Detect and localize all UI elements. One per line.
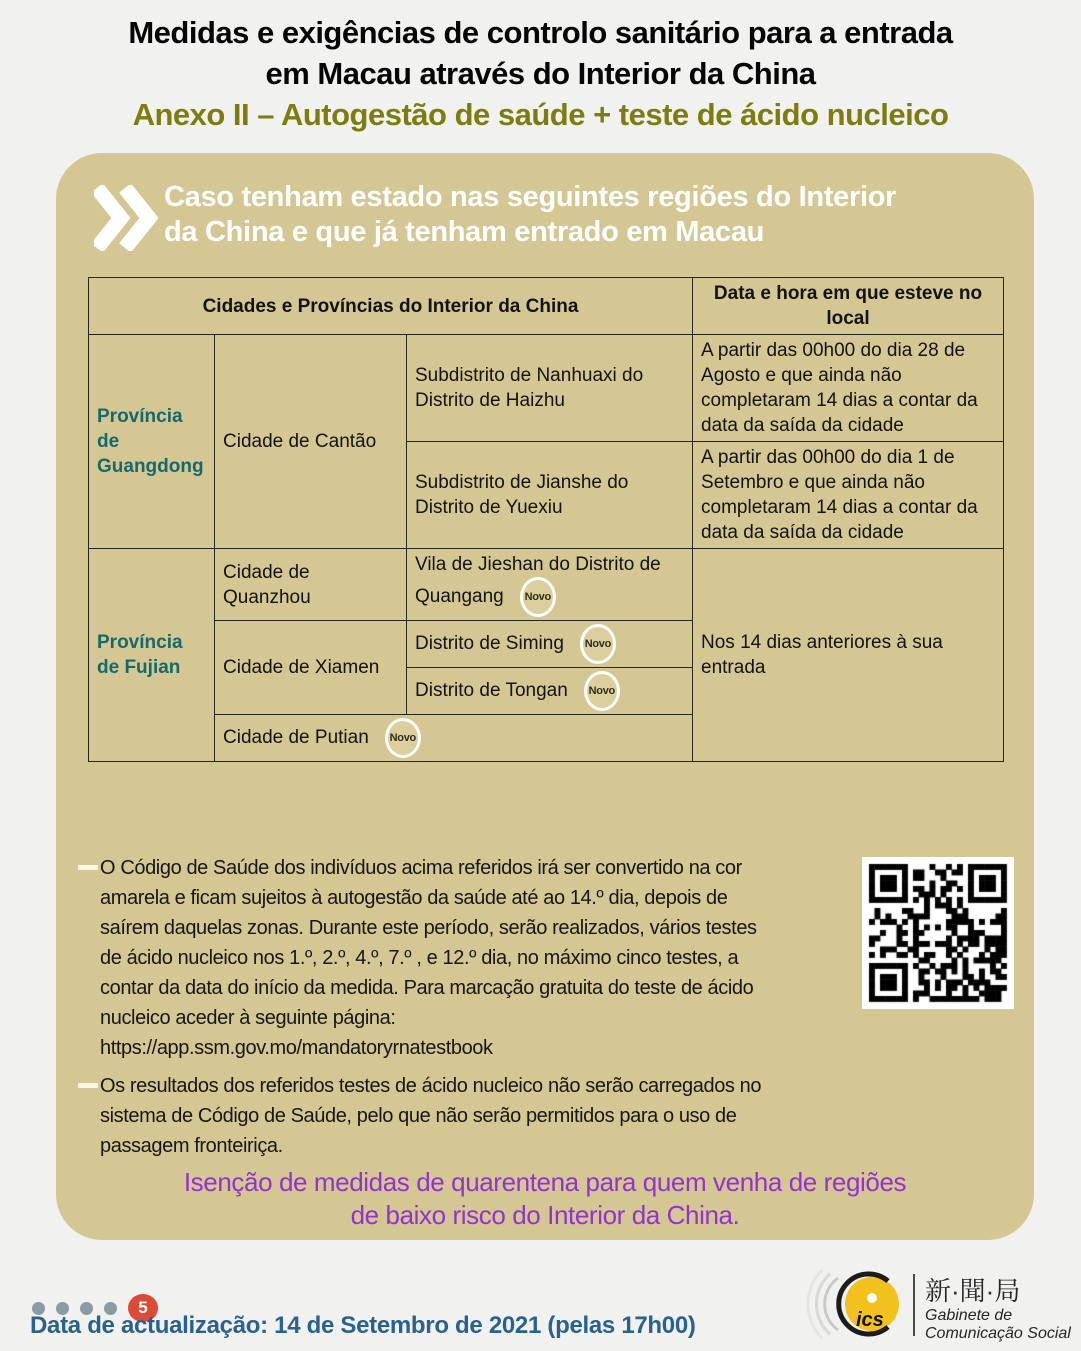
qr-code: [862, 857, 1014, 1009]
cell-date-fujian: Nos 14 dias anteriores à sua entrada: [693, 549, 1004, 762]
page-title-line2: em Macau através do Interior da China: [265, 56, 816, 91]
double-chevron-icon: [94, 185, 158, 251]
exemption-line2: de baixo risco do Interior da China.: [350, 1200, 740, 1230]
cell-area-nanhuaxi: Subdistrito de Nanhuaxi do Distrito de Haizhu: [407, 335, 693, 442]
cell-area-quangang: [407, 549, 693, 621]
putian-city-label: Cidade de Putian: [223, 727, 369, 749]
table-row: [89, 335, 1004, 442]
notes-section: [78, 853, 888, 1161]
page-number-badge: 5: [128, 1294, 158, 1322]
qr-code-canvas: [862, 857, 1014, 1009]
logo-chinese-text: 新·聞·局: [925, 1276, 1021, 1306]
note-line: saírem daquelas zonas. Durante este período, serão realizados, vários testes: [100, 917, 757, 939]
gcs-emblem-icon: [839, 1274, 899, 1334]
banner-line2: da China e que já tenham entrado em Macau: [164, 216, 765, 248]
svg-text:ics: ics: [856, 1309, 884, 1331]
cell-area-tongan: [407, 668, 693, 715]
header-cities-provinces: Cidades e Províncias do Interior da China: [89, 278, 693, 335]
cell-province-guangdong: Província de Guangdong: [89, 335, 215, 549]
new-badge: Novo: [580, 624, 616, 664]
note-line: passagem fronteiriça.: [100, 1135, 283, 1157]
note-line: de ácido nucleico nos 1.º, 2.º, 4.º, 7.º , e 12.º dia, no máximo cinco testes, a: [100, 947, 739, 969]
note-line: amarela e ficam sujeitos à autogestão da saúde até ao 14.º dia, depois de: [100, 887, 728, 909]
gcs-logo: [792, 1264, 1077, 1348]
cell-city-xiamen: Cidade de Xiamen: [215, 621, 407, 715]
note-line: O Código de Saúde dos indivíduos acima referidos irá ser convertido na cor: [100, 857, 742, 879]
logo-org-line1: Gabinete de: [925, 1307, 1013, 1324]
cell-area-jianshe: Subdistrito de Jianshe do Distrito de Yuexiu: [407, 442, 693, 549]
exemption-note: [56, 1166, 1034, 1232]
cell-city-quanzhou: Cidade de Quanzhou: [215, 549, 407, 621]
cell-province-fujian: Província de Fujian: [89, 549, 215, 762]
tongan-area-label: Distrito de Tongan: [415, 680, 568, 702]
header-date-time: Data e hora em que esteve no local: [693, 278, 1004, 335]
banner-heading: [164, 180, 896, 250]
dash-bullet-icon: [78, 865, 98, 870]
siming-area-label: Distrito de Siming: [415, 633, 564, 655]
cell-city-canton: Cidade de Cantão: [215, 335, 407, 549]
content-panel: [56, 153, 1034, 1240]
note-health-code: [78, 853, 888, 1063]
signal-arcs-icon: [808, 1270, 838, 1338]
cell-city-putian: [215, 715, 693, 762]
table-header-row: [89, 278, 1004, 335]
cell-date-nanhuaxi: A partir das 00h00 do dia 28 de Agosto e que ainda não completaram 14 dias a contar da data da saída da cidade: [693, 335, 1004, 442]
exemption-line1: Isenção de medidas de quarentena para quem venha de regiões: [183, 1167, 907, 1197]
page-title-line1: Medidas e exigências de controlo sanitário para a entrada: [128, 15, 953, 50]
quangang-area-label: Vila de Jieshan do Distrito de Quangang: [415, 554, 661, 608]
dash-bullet-icon: [78, 1083, 98, 1088]
note-line: Os resultados dos referidos testes de ácido nucleico não serão carregados no: [100, 1075, 762, 1097]
note-line: contar da data do início da medida. Para marcação gratuita do teste de ácido: [100, 977, 754, 999]
cell-date-jianshe: A partir das 00h00 do dia 1 de Setembro e que ainda não completaram 14 dias a contar da data da saída da cidade: [693, 442, 1004, 549]
new-badge: Novo: [584, 671, 620, 711]
update-date-text: Data de actualização: 14 de Setembro de 2021 (pelas 17h00): [30, 1312, 696, 1339]
page-title: [0, 12, 1081, 94]
new-badge: Novo: [520, 577, 556, 617]
table-row: [89, 549, 1004, 621]
cell-area-siming: [407, 621, 693, 668]
new-badge: Novo: [385, 718, 421, 758]
note-line: nucleico aceder à seguinte página:: [100, 1007, 396, 1029]
booking-url: https://app.ssm.gov.mo/mandatoryrnatestbook: [100, 1037, 493, 1059]
banner-line1: Caso tenham estado nas seguintes regiões do Interior: [164, 181, 897, 213]
risk-zones-table: [88, 277, 1004, 762]
note-test-results: [78, 1071, 888, 1161]
note-line: sistema de Código de Saúde, pelo que não serão permitidos para o uso de: [100, 1105, 737, 1127]
logo-org-line2: Comunicação Social: [925, 1325, 1071, 1342]
page-subtitle: Anexo II – Autogestão de saúde + teste de ácido nucleico: [132, 97, 949, 132]
